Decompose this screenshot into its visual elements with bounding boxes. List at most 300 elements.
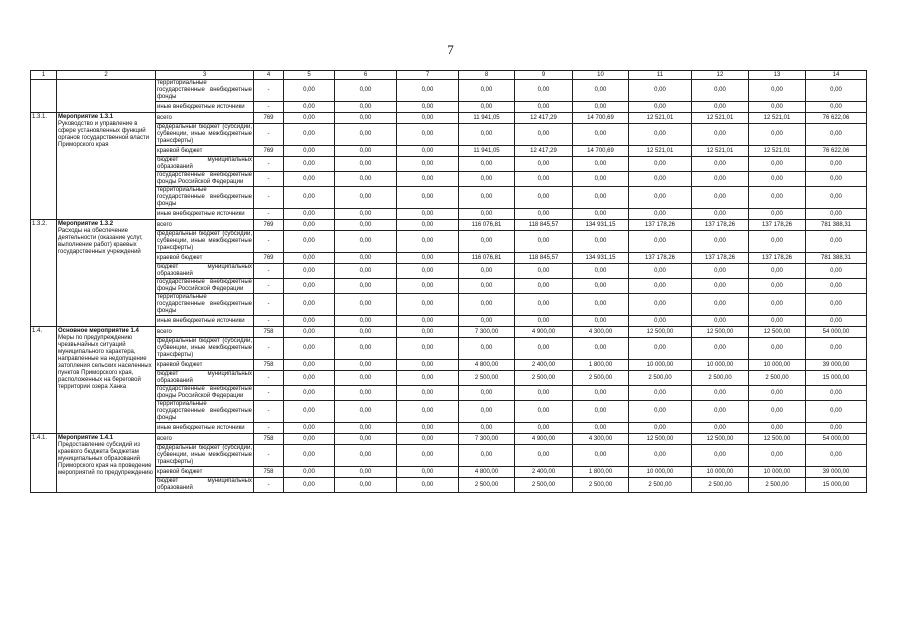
value-cell: 0,00 bbox=[629, 401, 692, 423]
value-cell: 12 521,01 bbox=[629, 146, 692, 157]
value-cell: 0,00 bbox=[515, 294, 573, 316]
measure-description: Расходы на обеспечение деятельности (оказание услуг, выполнение работ) краевых государственных учреждений bbox=[58, 228, 143, 255]
value-cell: 0,00 bbox=[397, 386, 459, 401]
value-cell: 0,00 bbox=[573, 386, 629, 401]
row-code-cell bbox=[31, 113, 57, 220]
admin-code: - bbox=[254, 187, 284, 209]
table-row bbox=[31, 478, 867, 493]
value-cell: 0,00 bbox=[459, 172, 515, 187]
value-cell: 12 417,29 bbox=[515, 113, 573, 124]
value-cell: 0,00 bbox=[629, 316, 692, 327]
value-cell: 2 400,00 bbox=[515, 360, 573, 371]
value-cell: 0,00 bbox=[515, 124, 573, 146]
value-cell: 0,00 bbox=[806, 401, 867, 423]
value-cell: 0,00 bbox=[806, 172, 867, 187]
measure-description: Меры по предупреждению чрезвычайных ситуаций муниципального характера, направленные на недопущение затопления сельских населенных пунктов Приморского края, расположенных на береговой территории озера Ханка bbox=[58, 335, 152, 390]
value-cell: 0,00 bbox=[692, 80, 749, 102]
table-row bbox=[31, 423, 867, 434]
value-cell: 0,00 bbox=[692, 294, 749, 316]
value-cell: 0,00 bbox=[335, 172, 397, 187]
value-cell: 0,00 bbox=[573, 157, 629, 172]
value-cell: 0,00 bbox=[335, 338, 397, 360]
measure-title bbox=[58, 80, 154, 81]
value-cell: 0,00 bbox=[335, 316, 397, 327]
admin-code: - bbox=[254, 316, 284, 327]
admin-code: - bbox=[254, 478, 284, 493]
value-cell: 0,00 bbox=[573, 445, 629, 467]
admin-code: - bbox=[254, 102, 284, 113]
funding-source: федеральный бюджет (субсидии, субвенции, иные межбюджетные трансферты) bbox=[157, 338, 252, 358]
admin-code: - bbox=[254, 157, 284, 172]
value-cell: 0,00 bbox=[573, 294, 629, 316]
value-cell: 137 178,26 bbox=[692, 220, 749, 231]
value-cell: 0,00 bbox=[515, 80, 573, 102]
admin-code: - bbox=[254, 124, 284, 146]
value-cell: 0,00 bbox=[573, 401, 629, 423]
row-code: 1.3.1. bbox=[32, 114, 48, 120]
value-cell: 0,00 bbox=[692, 102, 749, 113]
measure-title: Мероприятие 1.3.1 bbox=[58, 114, 114, 120]
funding-source: территориальные государственные внебюджетные фонды bbox=[157, 401, 252, 421]
table-row bbox=[31, 316, 867, 327]
value-cell: 0,00 bbox=[397, 478, 459, 493]
value-cell: 0,00 bbox=[397, 231, 459, 253]
value-cell: 0,00 bbox=[749, 338, 806, 360]
value-cell: 12 500,00 bbox=[749, 434, 806, 445]
header-cell: 7 bbox=[397, 71, 459, 80]
value-cell: 0,00 bbox=[573, 172, 629, 187]
value-cell: 0,00 bbox=[692, 157, 749, 172]
admin-code: 769 bbox=[254, 113, 284, 124]
header-cell: 12 bbox=[692, 71, 749, 80]
table-row bbox=[31, 209, 867, 220]
value-cell: 0,00 bbox=[629, 80, 692, 102]
value-cell: 15 000,00 bbox=[806, 478, 867, 493]
header-row bbox=[31, 71, 867, 80]
row-code: 1.4. bbox=[32, 328, 43, 334]
value-cell: 10 000,00 bbox=[749, 360, 806, 371]
value-cell: 2 500,00 bbox=[515, 478, 573, 493]
table-row bbox=[31, 231, 867, 253]
value-cell: 39 000,00 bbox=[806, 360, 867, 371]
header-cell: 5 bbox=[284, 71, 335, 80]
funding-source: иные внебюджетные источники bbox=[156, 423, 254, 434]
value-cell: 0,00 bbox=[692, 279, 749, 294]
value-cell: 0,00 bbox=[749, 231, 806, 253]
value-cell: 0,00 bbox=[749, 80, 806, 102]
table-row bbox=[31, 327, 867, 338]
value-cell: 0,00 bbox=[749, 401, 806, 423]
table-header bbox=[31, 71, 867, 80]
table-row bbox=[31, 253, 867, 264]
funding-source: бюджет муниципальных образований bbox=[157, 264, 252, 277]
value-cell: 2 500,00 bbox=[515, 371, 573, 386]
value-cell: 137 178,26 bbox=[749, 220, 806, 231]
value-cell: 0,00 bbox=[397, 253, 459, 264]
value-cell: 0,00 bbox=[573, 338, 629, 360]
value-cell: 0,00 bbox=[459, 264, 515, 279]
admin-code: - bbox=[254, 279, 284, 294]
value-cell: 0,00 bbox=[335, 294, 397, 316]
header-cell: 11 bbox=[629, 71, 692, 80]
header-cell: 8 bbox=[459, 71, 515, 80]
value-cell: 2 500,00 bbox=[459, 371, 515, 386]
value-cell: 76 622,06 bbox=[806, 113, 867, 124]
header-cell: 6 bbox=[335, 71, 397, 80]
value-cell: 0,00 bbox=[459, 231, 515, 253]
funding-source: всего bbox=[156, 220, 254, 231]
measure-title: Основное мероприятие 1.4 bbox=[58, 328, 139, 334]
value-cell: 2 500,00 bbox=[692, 478, 749, 493]
value-cell: 0,00 bbox=[573, 423, 629, 434]
value-cell: 0,00 bbox=[284, 386, 335, 401]
value-cell: 0,00 bbox=[515, 264, 573, 279]
value-cell: 0,00 bbox=[806, 124, 867, 146]
value-cell: 0,00 bbox=[515, 172, 573, 187]
funding-source: иные внебюджетные источники bbox=[156, 102, 254, 113]
value-cell: 0,00 bbox=[335, 423, 397, 434]
measure-name-cell bbox=[57, 220, 156, 327]
value-cell: 10 000,00 bbox=[749, 467, 806, 478]
value-cell: 0,00 bbox=[629, 102, 692, 113]
value-cell: 0,00 bbox=[397, 467, 459, 478]
measure-title: Мероприятие 1.3.2 bbox=[58, 221, 114, 227]
value-cell: 0,00 bbox=[515, 187, 573, 209]
value-cell: 0,00 bbox=[335, 279, 397, 294]
funding-source: территориальные государственные внебюджетные фонды bbox=[157, 294, 252, 314]
value-cell: 0,00 bbox=[397, 157, 459, 172]
value-cell: 0,00 bbox=[397, 434, 459, 445]
measure-name-cell bbox=[57, 80, 156, 113]
admin-code: - bbox=[254, 264, 284, 279]
admin-code: - bbox=[254, 445, 284, 467]
admin-code: - bbox=[254, 231, 284, 253]
table-row bbox=[31, 360, 867, 371]
admin-code: - bbox=[254, 80, 284, 102]
value-cell: 0,00 bbox=[284, 220, 335, 231]
value-cell: 134 931,15 bbox=[573, 253, 629, 264]
value-cell: 0,00 bbox=[806, 338, 867, 360]
value-cell: 0,00 bbox=[806, 264, 867, 279]
value-cell: 12 500,00 bbox=[629, 327, 692, 338]
value-cell: 0,00 bbox=[459, 316, 515, 327]
value-cell: 0,00 bbox=[749, 209, 806, 220]
value-cell: 0,00 bbox=[397, 209, 459, 220]
value-cell: 0,00 bbox=[284, 371, 335, 386]
value-cell: 2 500,00 bbox=[459, 478, 515, 493]
value-cell: 10 000,00 bbox=[692, 467, 749, 478]
value-cell: 12 417,29 bbox=[515, 146, 573, 157]
value-cell: 0,00 bbox=[692, 401, 749, 423]
value-cell: 0,00 bbox=[284, 445, 335, 467]
value-cell: 0,00 bbox=[459, 157, 515, 172]
value-cell: 0,00 bbox=[284, 172, 335, 187]
value-cell: 2 500,00 bbox=[629, 478, 692, 493]
value-cell: 0,00 bbox=[284, 209, 335, 220]
row-code bbox=[32, 80, 55, 81]
value-cell: 0,00 bbox=[749, 157, 806, 172]
value-cell: 0,00 bbox=[335, 467, 397, 478]
value-cell: 0,00 bbox=[749, 279, 806, 294]
value-cell: 0,00 bbox=[629, 231, 692, 253]
value-cell: 0,00 bbox=[397, 187, 459, 209]
value-cell: 0,00 bbox=[749, 386, 806, 401]
value-cell: 0,00 bbox=[397, 445, 459, 467]
funding-source: государственные внебюджетные фонды Российской Федерации bbox=[157, 172, 252, 185]
value-cell: 0,00 bbox=[573, 209, 629, 220]
funding-source: государственные внебюджетные фонды Российской Федерации bbox=[157, 279, 252, 292]
admin-code: 758 bbox=[254, 467, 284, 478]
funding-source: бюджет муниципальных образований bbox=[157, 478, 252, 491]
value-cell: 0,00 bbox=[749, 445, 806, 467]
value-cell: 0,00 bbox=[749, 187, 806, 209]
value-cell: 14 700,69 bbox=[573, 146, 629, 157]
value-cell: 0,00 bbox=[284, 102, 335, 113]
value-cell: 0,00 bbox=[459, 124, 515, 146]
value-cell: 116 076,81 bbox=[459, 220, 515, 231]
value-cell: 4 800,00 bbox=[459, 360, 515, 371]
table-row bbox=[31, 371, 867, 386]
table-row bbox=[31, 102, 867, 113]
row-code-cell bbox=[31, 220, 57, 327]
value-cell: 0,00 bbox=[397, 124, 459, 146]
value-cell: 0,00 bbox=[335, 220, 397, 231]
admin-code: - bbox=[254, 401, 284, 423]
value-cell: 0,00 bbox=[629, 187, 692, 209]
header-cell: 13 bbox=[749, 71, 806, 80]
admin-code: 769 bbox=[254, 146, 284, 157]
value-cell: 0,00 bbox=[806, 279, 867, 294]
value-cell: 0,00 bbox=[335, 80, 397, 102]
value-cell: 7 300,00 bbox=[459, 434, 515, 445]
value-cell: 0,00 bbox=[515, 102, 573, 113]
funding-source: федеральный бюджет (субсидии, субвенции, иные межбюджетные трансферты) bbox=[157, 445, 252, 465]
value-cell: 0,00 bbox=[749, 264, 806, 279]
value-cell: 0,00 bbox=[692, 209, 749, 220]
value-cell: 137 178,26 bbox=[629, 220, 692, 231]
value-cell: 12 500,00 bbox=[629, 434, 692, 445]
value-cell: 0,00 bbox=[629, 445, 692, 467]
value-cell: 134 931,15 bbox=[573, 220, 629, 231]
value-cell: 0,00 bbox=[515, 386, 573, 401]
value-cell: 0,00 bbox=[284, 316, 335, 327]
value-cell: 0,00 bbox=[284, 338, 335, 360]
row-code-cell bbox=[31, 327, 57, 434]
value-cell: 4 900,00 bbox=[515, 327, 573, 338]
value-cell: 0,00 bbox=[397, 423, 459, 434]
value-cell: 0,00 bbox=[335, 445, 397, 467]
table-row bbox=[31, 338, 867, 360]
admin-code: 769 bbox=[254, 253, 284, 264]
value-cell: 0,00 bbox=[397, 264, 459, 279]
value-cell: 0,00 bbox=[397, 172, 459, 187]
measure-title: Мероприятие 1.4.1 bbox=[58, 435, 114, 441]
value-cell: 0,00 bbox=[284, 294, 335, 316]
funding-source: территориальные государственные внебюджетные фонды bbox=[157, 187, 252, 207]
header-cell: 1 bbox=[31, 71, 57, 80]
value-cell: 0,00 bbox=[397, 316, 459, 327]
admin-code: - bbox=[254, 338, 284, 360]
value-cell: 0,00 bbox=[749, 423, 806, 434]
value-cell: 0,00 bbox=[806, 294, 867, 316]
value-cell: 0,00 bbox=[284, 113, 335, 124]
value-cell: 0,00 bbox=[573, 102, 629, 113]
header-cell: 2 bbox=[57, 71, 156, 80]
value-cell: 54 000,00 bbox=[806, 327, 867, 338]
value-cell: 10 000,00 bbox=[629, 467, 692, 478]
value-cell: 0,00 bbox=[629, 157, 692, 172]
value-cell: 0,00 bbox=[335, 360, 397, 371]
value-cell: 0,00 bbox=[335, 253, 397, 264]
value-cell: 0,00 bbox=[806, 80, 867, 102]
value-cell: 0,00 bbox=[806, 316, 867, 327]
funding-source: всего bbox=[156, 327, 254, 338]
value-cell: 0,00 bbox=[284, 401, 335, 423]
value-cell: 11 941,05 bbox=[459, 146, 515, 157]
funding-source: территориальные государственные внебюджетные фонды bbox=[157, 80, 252, 100]
value-cell: 0,00 bbox=[284, 146, 335, 157]
page-number: 7 bbox=[447, 42, 454, 57]
value-cell: 0,00 bbox=[692, 172, 749, 187]
value-cell: 0,00 bbox=[335, 371, 397, 386]
value-cell: 0,00 bbox=[284, 478, 335, 493]
value-cell: 0,00 bbox=[573, 231, 629, 253]
value-cell: 0,00 bbox=[284, 279, 335, 294]
value-cell: 0,00 bbox=[335, 157, 397, 172]
value-cell: 0,00 bbox=[284, 231, 335, 253]
value-cell: 0,00 bbox=[459, 80, 515, 102]
header-cell: 9 bbox=[515, 71, 573, 80]
value-cell: 12 500,00 bbox=[692, 327, 749, 338]
table-row bbox=[31, 157, 867, 172]
value-cell: 0,00 bbox=[284, 327, 335, 338]
value-cell: 0,00 bbox=[692, 187, 749, 209]
table-row bbox=[31, 172, 867, 187]
value-cell: 0,00 bbox=[284, 253, 335, 264]
value-cell: 0,00 bbox=[573, 80, 629, 102]
value-cell: 0,00 bbox=[629, 386, 692, 401]
value-cell: 0,00 bbox=[284, 187, 335, 209]
value-cell: 4 300,00 bbox=[573, 327, 629, 338]
admin-code: - bbox=[254, 294, 284, 316]
funding-source: краевой бюджет bbox=[156, 253, 254, 264]
admin-code: - bbox=[254, 423, 284, 434]
table-row bbox=[31, 113, 867, 124]
value-cell: 116 076,81 bbox=[459, 253, 515, 264]
value-cell: 0,00 bbox=[335, 209, 397, 220]
header-cell: 10 bbox=[573, 71, 629, 80]
table-row bbox=[31, 386, 867, 401]
value-cell: 781 388,31 bbox=[806, 253, 867, 264]
value-cell: 0,00 bbox=[459, 209, 515, 220]
value-cell: 0,00 bbox=[335, 264, 397, 279]
value-cell: 10 000,00 bbox=[692, 360, 749, 371]
value-cell: 12 521,01 bbox=[749, 146, 806, 157]
admin-code: 758 bbox=[254, 360, 284, 371]
value-cell: 0,00 bbox=[284, 124, 335, 146]
value-cell: 0,00 bbox=[459, 187, 515, 209]
row-code: 1.4.1. bbox=[32, 435, 48, 441]
measure-name-cell bbox=[57, 327, 156, 434]
value-cell: 137 178,26 bbox=[629, 253, 692, 264]
value-cell: 0,00 bbox=[515, 231, 573, 253]
table-row bbox=[31, 434, 867, 445]
value-cell: 12 500,00 bbox=[692, 434, 749, 445]
value-cell: 0,00 bbox=[335, 401, 397, 423]
value-cell: 0,00 bbox=[806, 423, 867, 434]
table-row bbox=[31, 264, 867, 279]
value-cell: 0,00 bbox=[692, 231, 749, 253]
admin-code: - bbox=[254, 172, 284, 187]
funding-source: краевой бюджет bbox=[156, 467, 254, 478]
value-cell: 0,00 bbox=[749, 316, 806, 327]
value-cell: 15 000,00 bbox=[806, 371, 867, 386]
value-cell: 0,00 bbox=[692, 316, 749, 327]
value-cell: 11 941,05 bbox=[459, 113, 515, 124]
value-cell: 0,00 bbox=[335, 231, 397, 253]
funding-source: бюджет муниципальных образований bbox=[157, 371, 252, 384]
value-cell: 1 800,00 bbox=[573, 467, 629, 478]
value-cell: 12 500,00 bbox=[749, 327, 806, 338]
value-cell: 0,00 bbox=[515, 401, 573, 423]
value-cell: 0,00 bbox=[397, 294, 459, 316]
value-cell: 0,00 bbox=[284, 360, 335, 371]
value-cell: 0,00 bbox=[335, 327, 397, 338]
value-cell: 12 521,01 bbox=[629, 113, 692, 124]
funding-source: федеральный бюджет (субсидии, субвенции, иные межбюджетные трансферты) bbox=[157, 231, 252, 251]
value-cell: 0,00 bbox=[284, 467, 335, 478]
value-cell: 2 500,00 bbox=[573, 371, 629, 386]
value-cell: 0,00 bbox=[692, 386, 749, 401]
value-cell: 781 388,31 bbox=[806, 220, 867, 231]
funding-source: иные внебюджетные источники bbox=[156, 316, 254, 327]
row-code-cell bbox=[31, 80, 57, 113]
table-row bbox=[31, 146, 867, 157]
value-cell: 12 521,01 bbox=[749, 113, 806, 124]
table-row bbox=[31, 467, 867, 478]
measure-description: Предоставление субсидий из краевого бюджета бюджетам муниципальных образований Приморского края на проведение мероприятий по предупреждению bbox=[58, 442, 153, 476]
value-cell: 0,00 bbox=[397, 80, 459, 102]
value-cell: 0,00 bbox=[335, 113, 397, 124]
value-cell: 7 300,00 bbox=[459, 327, 515, 338]
value-cell: 0,00 bbox=[629, 423, 692, 434]
value-cell: 0,00 bbox=[515, 209, 573, 220]
value-cell: 137 178,26 bbox=[692, 253, 749, 264]
value-cell: 0,00 bbox=[806, 157, 867, 172]
funding-source: федеральный бюджет (субсидии, субвенции, иные межбюджетные трансферты) bbox=[157, 124, 252, 144]
value-cell: 0,00 bbox=[397, 327, 459, 338]
value-cell: 0,00 bbox=[459, 102, 515, 113]
value-cell: 14 700,69 bbox=[573, 113, 629, 124]
value-cell: 0,00 bbox=[749, 294, 806, 316]
admin-code: - bbox=[254, 209, 284, 220]
value-cell: 0,00 bbox=[629, 338, 692, 360]
funding-source: всего bbox=[156, 113, 254, 124]
value-cell: 0,00 bbox=[629, 294, 692, 316]
value-cell: 0,00 bbox=[629, 172, 692, 187]
value-cell: 0,00 bbox=[806, 231, 867, 253]
value-cell: 118 845,57 bbox=[515, 220, 573, 231]
value-cell: 0,00 bbox=[692, 338, 749, 360]
table-body bbox=[31, 80, 867, 493]
value-cell: 0,00 bbox=[284, 80, 335, 102]
value-cell: 0,00 bbox=[459, 423, 515, 434]
header-cell: 4 bbox=[254, 71, 284, 80]
table-row bbox=[31, 124, 867, 146]
value-cell: 0,00 bbox=[573, 264, 629, 279]
value-cell: 2 500,00 bbox=[629, 371, 692, 386]
value-cell: 0,00 bbox=[629, 264, 692, 279]
